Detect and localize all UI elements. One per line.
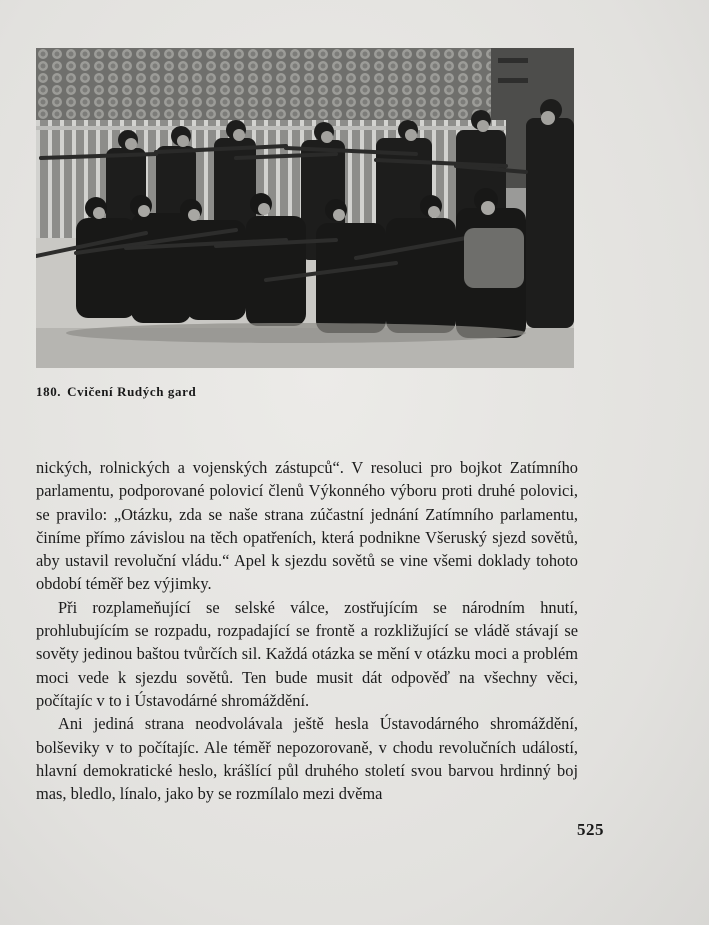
paragraph: nických, rolnických a vojenských zástupců“. V resoluci pro bojkot Zatímního parlamentu, podporované polovicí členů Výkonného výboru proti druhé polovici, se pravilo: „Otázku, zda se naše strana zúčastní jednání Zatímního parlamentu, činíme přímo závislou na těch opatřeních, která podnikne Všeruský sjezd sovětů, aby ustavil revoluční vládu.“ Apel k sjezdu sovětů se vine všemi doklady tohoto období téměř bez výjimky. — [36, 458, 578, 594]
body-text — [36, 456, 578, 805]
figure-number: 180. — [36, 384, 62, 399]
figure-caption-text: Cvičení Rudých gard — [67, 384, 197, 399]
page-number: 525 — [577, 820, 604, 839]
photograph-red-guards-drill — [36, 48, 574, 368]
figure-caption — [36, 384, 196, 400]
paragraph: Při rozplameňující se selské válce, zostřujícím se národním hnutí, prohlubujícím se rozpadu, rozpadající se frontě a rozkližující se vládě stávají se sověty jedinou baštou tvůrčích sil. Každá otázka se mění v otázku moci a problém moci vede k sjezdu sovětů. Ten bude musit dát odpověď na všechny věci, počítajíc v to i Ústavodárné shromáždění. — [36, 597, 578, 710]
paragraph: Ani jediná strana neodvolávala ještě hesla Ústavodárného shromáždění, bolševiky v to počítajíc. Ale téměř nepozorovaně, v chodu revolučních událostí, hlavní demokratické heslo, krášlící půl druhého století svou barvou hrdinný boj mas, bledlo, línalo, jako by se rozmílalo mezi dvěma — [36, 714, 578, 804]
